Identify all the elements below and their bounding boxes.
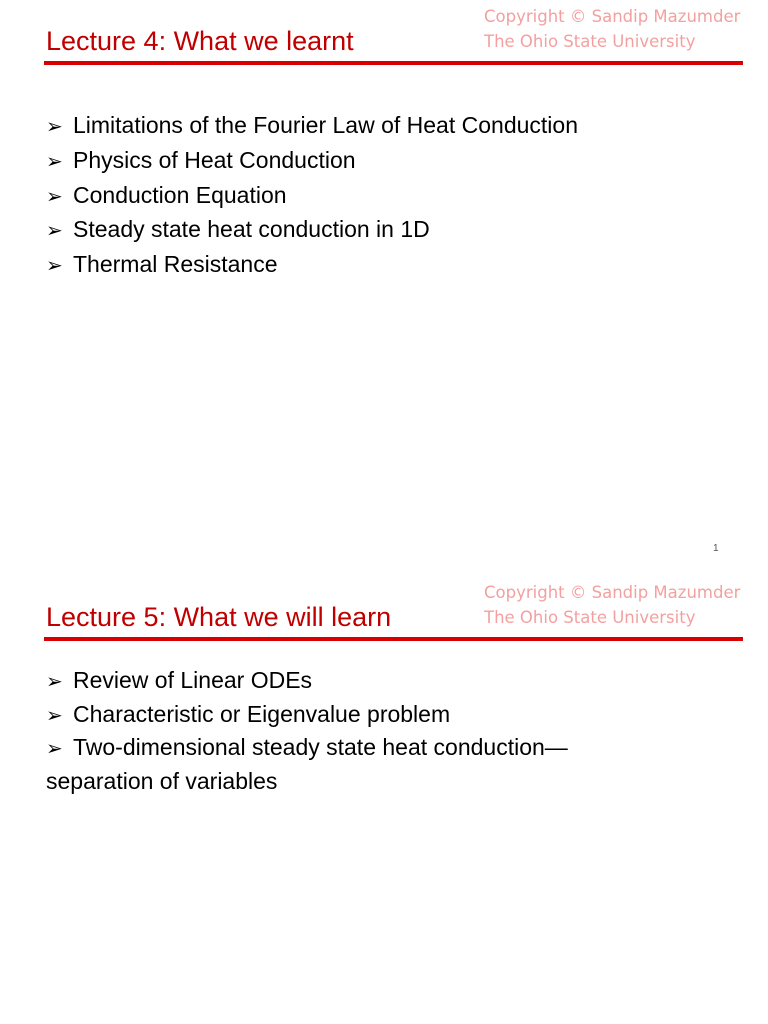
arrow-bullet-icon: ➢ bbox=[46, 669, 63, 693]
list-item-text: Review of Linear ODEs bbox=[73, 667, 313, 693]
title-underline bbox=[44, 637, 743, 641]
copyright-line: Copyright © Sandip Mazumder bbox=[484, 583, 741, 602]
list-item-text: Conduction Equation bbox=[73, 181, 287, 208]
copyright-line: Copyright © Sandip Mazumder bbox=[484, 7, 741, 26]
copyright-line: The Ohio State University bbox=[484, 608, 696, 627]
bullet-list bbox=[46, 664, 646, 797]
slide-title: Lecture 5: What we will learn bbox=[46, 602, 392, 632]
arrow-bullet-icon: ➢ bbox=[46, 253, 63, 278]
arrow-bullet-icon: ➢ bbox=[46, 736, 63, 760]
page-number: 1 bbox=[713, 543, 719, 554]
list-item bbox=[46, 664, 646, 698]
list-item bbox=[46, 698, 646, 732]
list-item-text: Characteristic or Eigenvalue problem bbox=[73, 700, 451, 727]
arrow-bullet-icon: ➢ bbox=[46, 218, 63, 243]
list-item-text: Limitations of the Fourier Law of Heat Conduction bbox=[73, 112, 578, 138]
arrow-bullet-icon: ➢ bbox=[46, 114, 63, 138]
slide-title: Lecture 4: What we learnt bbox=[46, 26, 354, 56]
copyright-line: The Ohio State University bbox=[484, 32, 696, 51]
arrow-bullet-icon: ➢ bbox=[46, 702, 63, 727]
list-item-text: Two-dimensional steady state heat conduction—separation of variables bbox=[46, 734, 568, 794]
copyright-notice bbox=[484, 580, 740, 630]
list-item-text: Steady state heat conduction in 1D bbox=[73, 216, 430, 243]
arrow-bullet-icon: ➢ bbox=[46, 148, 63, 173]
list-item-text: Physics of Heat Conduction bbox=[73, 146, 356, 173]
list-item bbox=[46, 731, 646, 797]
arrow-bullet-icon: ➢ bbox=[46, 183, 63, 208]
list-item-text: Thermal Resistance bbox=[73, 251, 278, 278]
